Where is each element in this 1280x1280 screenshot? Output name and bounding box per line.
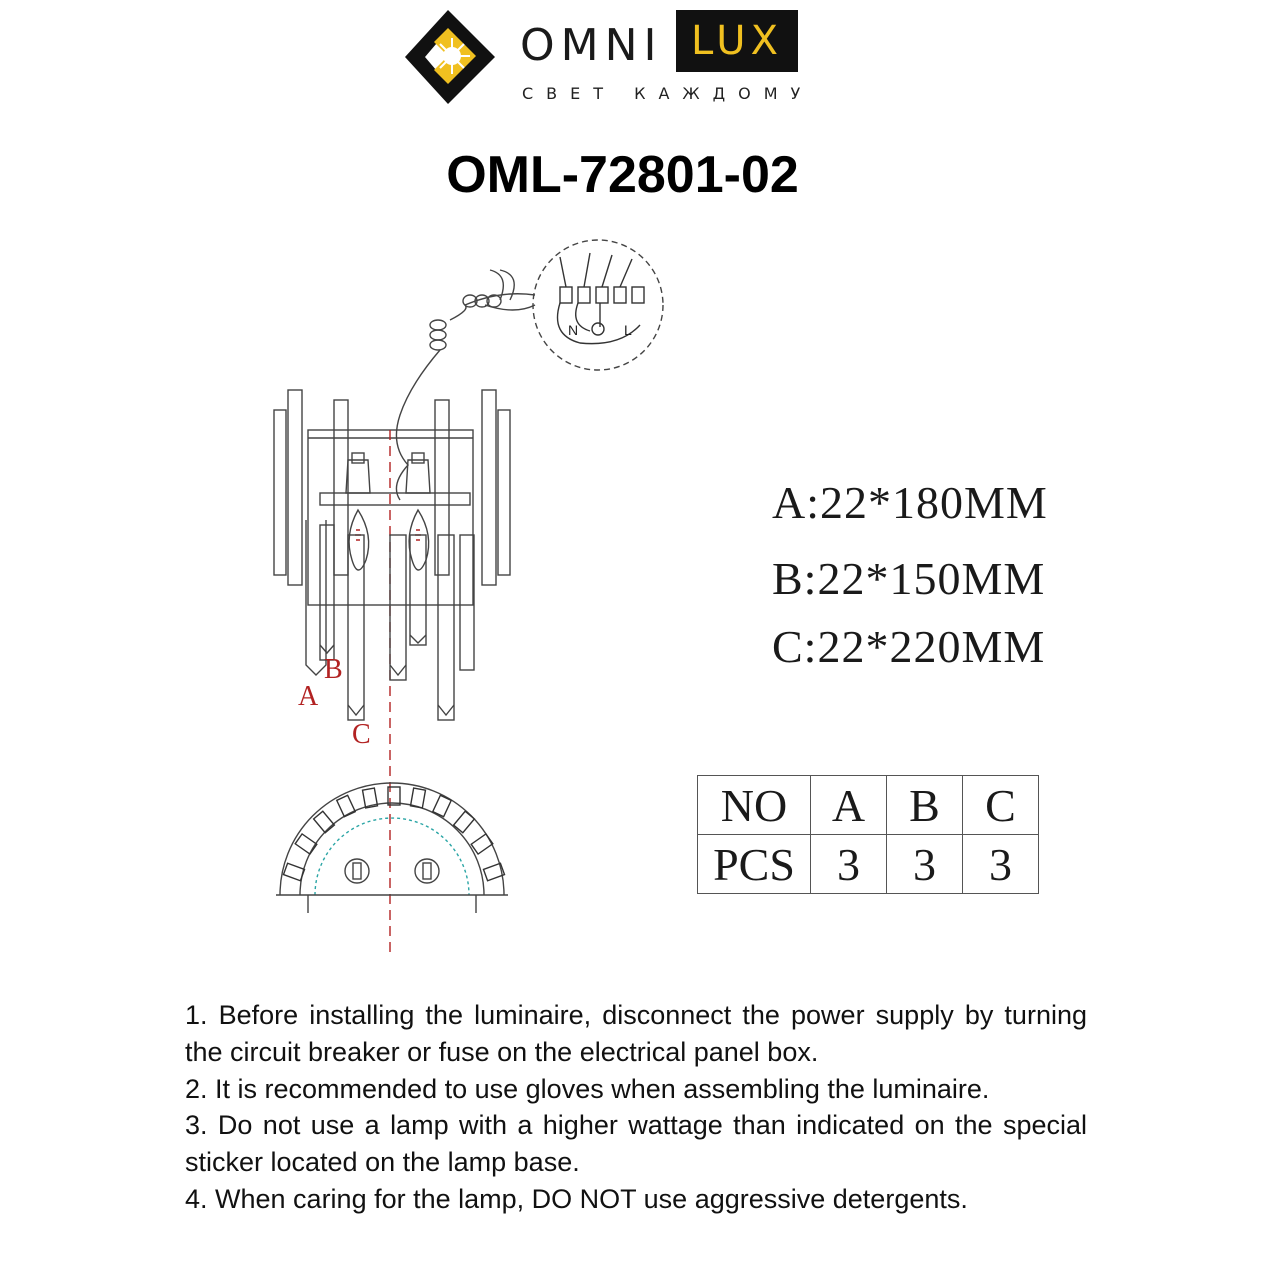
table-header-cell: NO: [698, 776, 811, 835]
note-item: 1. Before installing the luminaire, disconnect the power supply by turning the circuit breaker or fuse on the electrical panel box.: [185, 1000, 1087, 1067]
wiring-label-n: N: [568, 322, 579, 338]
table-header-cell: C: [963, 776, 1039, 835]
part-label-c: C: [352, 719, 371, 750]
table-cell: 3: [963, 835, 1039, 894]
table-cell: 3: [811, 835, 887, 894]
fixture-body: [274, 390, 510, 955]
brand-logo: [400, 0, 820, 115]
model-number: OML-72801-02: [446, 146, 799, 204]
installation-notes: [185, 997, 1087, 1218]
spec-a: A:22*180MM: [772, 477, 1048, 528]
top-view: [276, 783, 508, 913]
wiring-label-l: L: [624, 322, 632, 338]
part-label-b: B: [324, 654, 343, 685]
fixture-drawing: [260, 235, 680, 965]
spec-c: C:22*220MM: [772, 621, 1046, 672]
brand-tagline: СВЕТ КАЖДОМУ: [522, 84, 814, 103]
table-cell: 3: [887, 835, 963, 894]
note-item: 3. Do not use a lamp with a higher wattage than indicated on the special sticker located on the lamp base.: [185, 1110, 1087, 1178]
table-cell: PCS: [698, 835, 811, 894]
spec-b: B:22*150MM: [772, 553, 1046, 604]
table-header-cell: A: [811, 776, 887, 835]
table-header-row: [698, 776, 1039, 835]
table-header-cell: B: [887, 776, 963, 835]
wiring-detail: [533, 240, 663, 370]
brand-name-lux: LUX: [676, 10, 798, 72]
note-item: 4. When caring for the lamp, DO NOT use aggressive detergents.: [185, 1183, 968, 1214]
logo-diamond-icon: [400, 0, 520, 115]
brand-name-omni: OMNI: [520, 20, 663, 71]
terminal-block: [396, 270, 535, 500]
part-label-a: A: [298, 681, 319, 712]
pcs-table: [697, 775, 1039, 894]
table-row: [698, 835, 1039, 894]
note-item: 2. It is recommended to use gloves when assembling the luminaire.: [185, 1073, 990, 1104]
